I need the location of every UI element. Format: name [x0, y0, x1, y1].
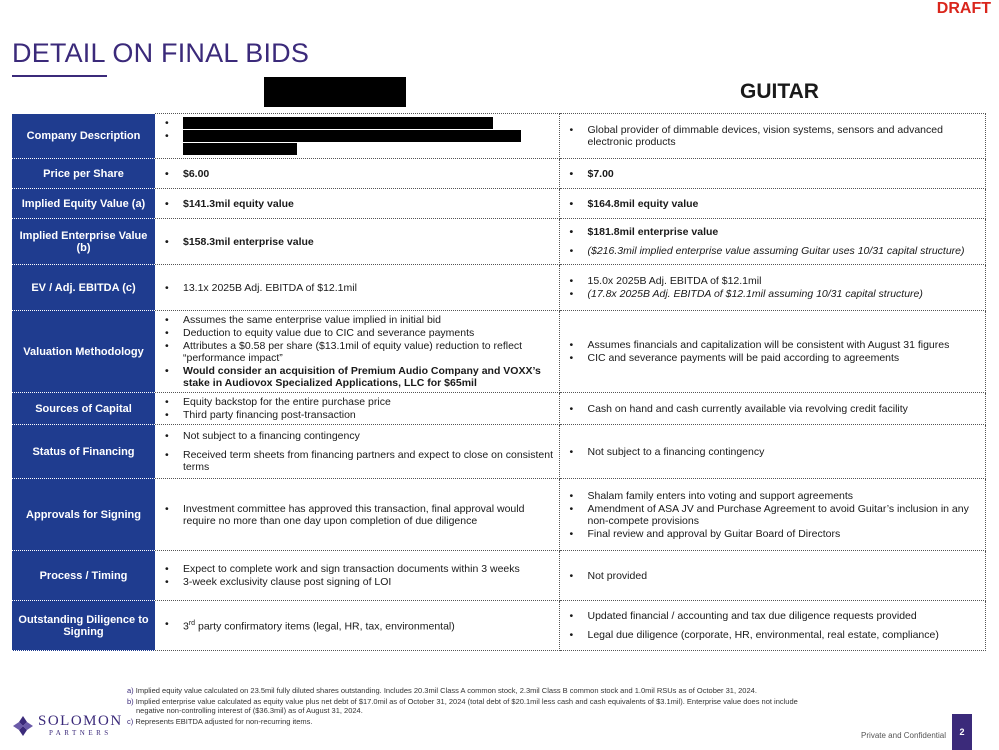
- bullet-list: [568, 275, 982, 300]
- footnote-tag: c): [127, 717, 134, 726]
- bullet-item: • $158.3mil enterprise value: [163, 236, 555, 248]
- bullet-item: • Expect to complete work and sign transaction documents within 3 weeks: [163, 563, 555, 575]
- bullet-item: • 3-week exclusivity clause post signing of LOI: [163, 576, 555, 588]
- footnote-tag: a): [127, 686, 134, 695]
- page-number: 2: [952, 714, 972, 750]
- guitar-bid-cell: [559, 265, 986, 311]
- bullet-item: • (17.8x 2025B Adj. EBITDA of $12.1mil assuming 10/31 capital structure): [568, 288, 982, 300]
- bullet-item: • Would consider an acquisition of Premium Audio Company and VOXX’s stake in Audiovox Specialized Applications, LLC for $65mil: [163, 365, 555, 389]
- footnote: [127, 717, 827, 726]
- bullet-item: • Equity backstop for the entire purchase price: [163, 396, 555, 408]
- table-row: [12, 114, 986, 159]
- left-bid-cell: [155, 265, 559, 311]
- left-bid-cell: [155, 425, 559, 479]
- bullet-item: • Third party financing post-transaction: [163, 409, 555, 421]
- confidential-note: Private and Confidential: [861, 731, 946, 740]
- footnote-text: Implied enterprise value calculated as equity value plus net debt of $17.0mil as of October 31, 2024 (total debt of $20.1mil less cash and cash equivalents of $3.1mil). Enterprise value does not include negative non-controlling interest of ($36.3mil) as of August 31, 2024.: [135, 697, 798, 715]
- redacted-bidder-name: [264, 77, 406, 107]
- bullet-list: [568, 198, 982, 210]
- row-label: Implied Equity Value (a): [12, 189, 155, 219]
- bullet-item: • Shalam family enters into voting and support agreements: [568, 490, 982, 502]
- guitar-bid-cell: [559, 479, 986, 551]
- bullet-item: • $164.8mil equity value: [568, 198, 982, 210]
- left-bid-cell: [155, 189, 559, 219]
- row-label: Approvals for Signing: [12, 479, 155, 551]
- bullet-item: • Global provider of dimmable devices, vision systems, sensors and advanced electronic products: [568, 124, 982, 148]
- bullet-item: • $7.00: [568, 168, 982, 180]
- guitar-bid-cell: [559, 219, 986, 265]
- bullet-item: • 13.1x 2025B Adj. EBITDA of $12.1mil: [163, 282, 555, 294]
- bullet-list: [568, 168, 982, 180]
- left-bid-cell: [155, 479, 559, 551]
- bullet-text-part: 3: [183, 620, 189, 633]
- bullet-list: [568, 490, 982, 540]
- redaction-bar: [183, 130, 521, 142]
- bullet-item: • Not subject to a financing contingency: [163, 430, 555, 442]
- title-underline: [12, 75, 107, 77]
- row-label: Outstanding Diligence to Signing: [12, 601, 155, 651]
- table-row: [12, 601, 986, 651]
- bullet-list: [568, 339, 982, 364]
- left-bid-cell: [155, 159, 559, 189]
- row-label: Sources of Capital: [12, 393, 155, 425]
- bullet-item: • Legal due diligence (corporate, HR, environmental, real estate, compliance): [568, 629, 982, 641]
- left-bid-cell: [155, 311, 559, 393]
- bullet-item: • Not provided: [568, 570, 982, 582]
- bullet-list: [568, 226, 982, 257]
- solomon-logo: [12, 714, 123, 737]
- row-label: Company Description: [12, 114, 155, 159]
- guitar-bid-cell: [559, 189, 986, 219]
- footnote-tag: b): [127, 697, 134, 706]
- bullet-item: • Final review and approval by Guitar Board of Directors: [568, 528, 982, 540]
- bullet-item: • 15.0x 2025B Adj. EBITDA of $12.1mil: [568, 275, 982, 287]
- table-row: [12, 479, 986, 551]
- row-label: Implied Enterprise Value (b): [12, 219, 155, 265]
- bullet-item: • $181.8mil enterprise value: [568, 226, 982, 238]
- bullet-list: [163, 168, 555, 180]
- redacted-list: [163, 117, 555, 155]
- footnote: [127, 697, 827, 715]
- bullet-item: • Cash on hand and cash currently available via revolving credit facility: [568, 403, 982, 415]
- bullet-item: • Assumes the same enterprise value implied in initial bid: [163, 314, 555, 326]
- bullet-list: [568, 610, 982, 641]
- bullet-list: [163, 198, 555, 210]
- bullet-list: [163, 618, 555, 633]
- guitar-bid-cell: [559, 159, 986, 189]
- bullet-list: [568, 446, 982, 458]
- table-row: [12, 219, 986, 265]
- bullet-list: [163, 282, 555, 294]
- logo-mark-icon: [12, 715, 34, 737]
- left-bid-cell: [155, 219, 559, 265]
- footnote-text: Represents EBITDA adjusted for non-recurring items.: [135, 717, 313, 726]
- bullet-list: [163, 314, 555, 389]
- bullet-item: • Attributes a $0.58 per share ($13.1mil of equity value) reduction to reflect “performance impact”: [163, 340, 555, 364]
- row-label: Price per Share: [12, 159, 155, 189]
- footnote: [127, 686, 827, 695]
- logo-line-1: SOLOMON: [38, 713, 123, 729]
- guitar-bid-cell: [559, 311, 986, 393]
- bullet-item: • Received term sheets from financing partners and expect to close on consistent terms: [163, 449, 555, 473]
- row-label: Status of Financing: [12, 425, 155, 479]
- bullet-item: • $141.3mil equity value: [163, 198, 555, 210]
- bullet-list: [163, 563, 555, 588]
- bullet-list: [568, 124, 982, 148]
- footnote-text: Implied equity value calculated on 23.5mil fully diluted shares outstanding. Includes 20.3mil Class A common stock, 2.3mil Class B common stock and 1.0mil RSUs as of October 31, 2024.: [135, 686, 757, 695]
- bullet-list: [163, 236, 555, 248]
- left-bid-cell: [155, 601, 559, 651]
- redacted-item: [163, 130, 555, 155]
- bullet-item: • CIC and severance payments will be paid according to agreements: [568, 352, 982, 364]
- bullet-text-part: rd: [188, 620, 196, 628]
- logo-line-2: PARTNERS: [48, 729, 112, 737]
- row-label: EV / Adj. EBITDA (c): [12, 265, 155, 311]
- bullet-list: [163, 430, 555, 473]
- redacted-item: [163, 117, 555, 129]
- bids-table: [12, 113, 986, 651]
- bullet-item: • Investment committee has approved this transaction, final approval would require no more than one day upon completion of due diligence: [163, 503, 555, 527]
- table-row: [12, 425, 986, 479]
- guitar-bid-cell: [559, 393, 986, 425]
- page-title: DETAIL ON FINAL BIDS: [12, 38, 310, 68]
- table-row: [12, 393, 986, 425]
- guitar-bid-cell: [559, 551, 986, 601]
- bullet-list: [163, 396, 555, 421]
- bullet-list: [568, 570, 982, 582]
- bullet-item: • Deduction to equity value due to CIC and severance payments: [163, 327, 555, 339]
- table-row: [12, 551, 986, 601]
- redaction-bar: [183, 143, 297, 155]
- bullet-item: • Not subject to a financing contingency: [568, 446, 982, 458]
- bullet-item: [163, 618, 555, 633]
- left-bid-cell: [155, 114, 559, 159]
- table-row: [12, 159, 986, 189]
- table-row: [12, 265, 986, 311]
- bullet-text-part: party confirmatory items (legal, HR, tax, environmental): [195, 620, 455, 633]
- bullet-item: • Assumes financials and capitalization will be consistent with August 31 figures: [568, 339, 982, 351]
- guitar-bid-cell: [559, 425, 986, 479]
- bullet-list: [163, 503, 555, 527]
- bullet-list: [568, 403, 982, 415]
- bullet-item: • Amendment of ASA JV and Purchase Agreement to avoid Guitar’s inclusion in any non-compete provisions: [568, 503, 982, 527]
- table-row: [12, 189, 986, 219]
- row-label: Valuation Methodology: [12, 311, 155, 393]
- guitar-bid-cell: [559, 114, 986, 159]
- bullet-item: • Updated financial / accounting and tax due diligence requests provided: [568, 610, 982, 622]
- left-bid-cell: [155, 551, 559, 601]
- right-bidder-heading: GUITAR: [740, 80, 819, 103]
- bullet-item: • ($216.3mil implied enterprise value assuming Guitar uses 10/31 capital structure): [568, 245, 982, 257]
- footnotes: [127, 686, 827, 728]
- guitar-bid-cell: [559, 601, 986, 651]
- left-bid-cell: [155, 393, 559, 425]
- table-row: [12, 311, 986, 393]
- row-label: Process / Timing: [12, 551, 155, 601]
- bullet-item: • $6.00: [163, 168, 555, 180]
- redaction-bar: [183, 117, 493, 129]
- draft-stamp: DRAFT: [936, 0, 991, 17]
